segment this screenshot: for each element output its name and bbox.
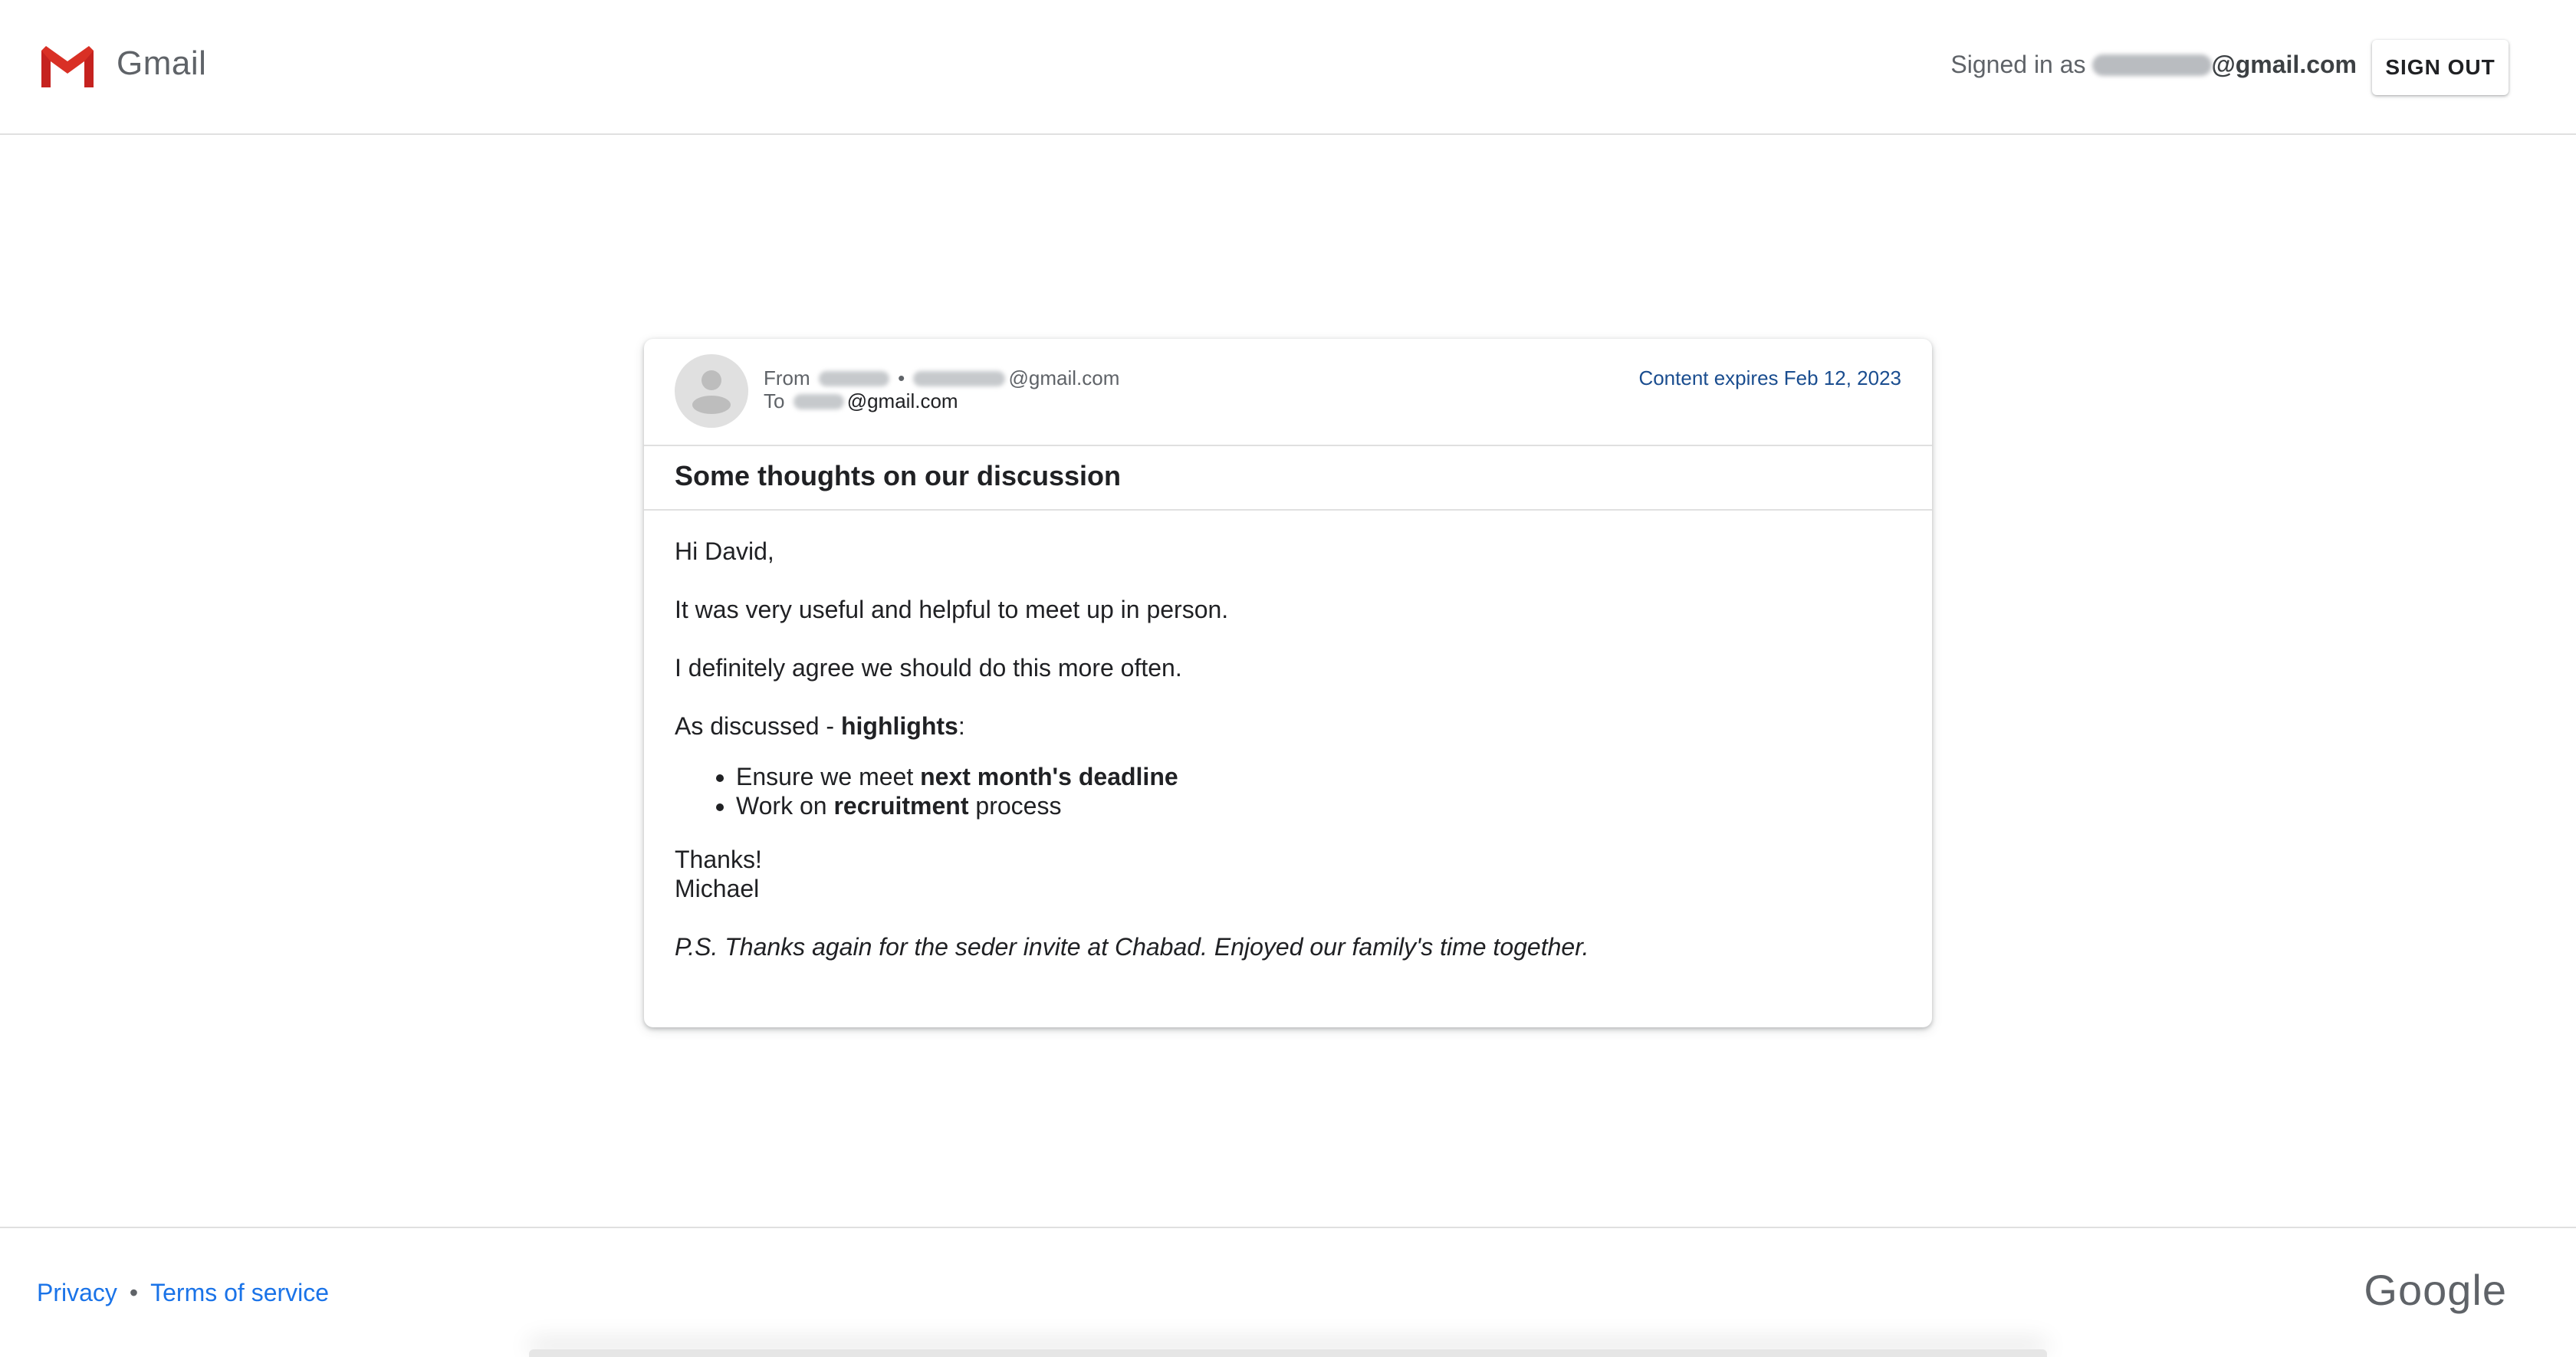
highlights-prefix: As discussed - xyxy=(675,712,841,740)
signed-in-status xyxy=(1950,51,2357,79)
person-icon xyxy=(675,354,748,428)
highlights-line xyxy=(675,711,1901,741)
footer-links xyxy=(37,1279,329,1307)
from-line xyxy=(764,366,1119,390)
bullet-text: process xyxy=(968,792,1062,820)
list-item xyxy=(736,791,1901,820)
body-paragraph: I definitely agree we should do this more often. xyxy=(675,654,1182,682)
redacted-sender-name xyxy=(819,371,889,386)
google-logo: Google xyxy=(2364,1266,2507,1314)
footer-separator: • xyxy=(129,1279,139,1306)
footer-divider xyxy=(0,1227,2576,1228)
to-label: To xyxy=(764,389,785,412)
to-line xyxy=(764,389,958,413)
bullet-bold: next month's deadline xyxy=(920,763,1178,790)
highlights-list xyxy=(675,762,1901,820)
from-email-domain: @gmail.com xyxy=(1008,366,1120,389)
from-label: From xyxy=(764,366,810,389)
top-bar xyxy=(0,0,2576,135)
signed-in-label: Signed in as xyxy=(1950,51,2086,78)
bullet-bold: recruitment xyxy=(833,792,969,820)
signed-in-email-domain: @gmail.com xyxy=(2211,51,2357,78)
email-body xyxy=(675,537,1901,961)
highlights-bold: highlights xyxy=(840,712,958,740)
gmail-logo-icon xyxy=(38,43,97,90)
redacted-sender-email xyxy=(913,371,1005,386)
bullet-text: Work on xyxy=(736,792,834,820)
greeting: Hi David, xyxy=(675,537,774,565)
signature: Michael xyxy=(675,875,760,902)
content-expiry: Content expires Feb 12, 2023 xyxy=(1638,366,1901,389)
from-separator: • xyxy=(898,366,905,389)
postscript: P.S. Thanks again for the seder invite at Chabad. Enjoyed our family's time together. xyxy=(675,933,1589,961)
email-header xyxy=(644,339,1932,446)
sign-out-button[interactable]: SIGN OUT xyxy=(2372,40,2509,95)
privacy-link[interactable]: Privacy xyxy=(37,1279,117,1306)
brand-name: Gmail xyxy=(117,44,207,82)
terms-link[interactable]: Terms of service xyxy=(150,1279,330,1306)
highlights-suffix: : xyxy=(958,712,965,740)
signoff: Thanks! xyxy=(675,846,762,873)
redacted-recipient-email xyxy=(794,394,844,409)
to-email-domain: @gmail.com xyxy=(846,389,958,412)
list-item xyxy=(736,762,1901,791)
email-subject: Some thoughts on our discussion xyxy=(675,460,1122,491)
body-paragraph: It was very useful and helpful to meet up in person. xyxy=(675,596,1229,623)
bullet-text: Ensure we meet xyxy=(736,763,921,790)
avatar xyxy=(675,354,748,428)
subject-bar xyxy=(644,446,1932,511)
redacted-email-local-part xyxy=(2092,54,2212,76)
email-card xyxy=(644,339,1932,1027)
bottom-panel-edge xyxy=(529,1349,2047,1357)
